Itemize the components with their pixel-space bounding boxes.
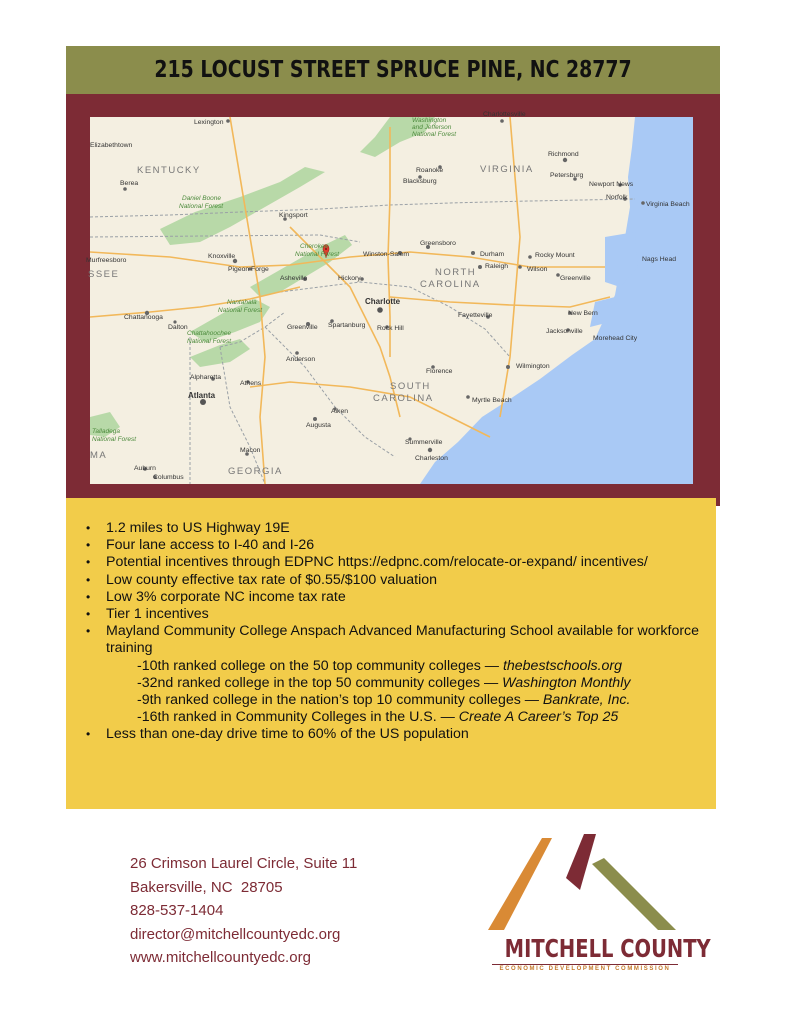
list-item: • Low 3% corporate NC income tax rate xyxy=(86,588,346,605)
svg-text:Raleigh: Raleigh xyxy=(485,263,509,270)
map-forest-label: Washington xyxy=(412,117,447,124)
bullet-icon: • xyxy=(86,521,91,535)
svg-text:Virginia Beach: Virginia Beach xyxy=(646,201,690,208)
svg-text:Durham: Durham xyxy=(480,251,505,258)
svg-text:Berea: Berea xyxy=(120,180,139,187)
map-forest-label: Cherokee xyxy=(300,243,329,250)
map-city xyxy=(416,165,443,174)
map-city xyxy=(458,312,493,319)
contact-block xyxy=(130,852,357,970)
map-state-label: VIRGINIA xyxy=(480,164,534,175)
svg-text:Jacksonville: Jacksonville xyxy=(546,328,583,335)
page-title: 215 LOCUST STREET SPRUCE PINE, NC 28777 xyxy=(154,57,632,83)
phone-number[interactable]: 828-537-1404 xyxy=(130,902,224,919)
svg-text:Columbus: Columbus xyxy=(153,474,184,481)
ranking-item: -32nd ranked college in the top 50 community colleges — Washington Monthly xyxy=(137,674,631,691)
svg-text:Greenville: Greenville xyxy=(560,275,591,282)
map-state-label: CAROLINA xyxy=(373,393,434,404)
map-city xyxy=(606,194,628,201)
map-city xyxy=(363,251,409,258)
ranking-source: thebestschools.org xyxy=(502,657,623,674)
svg-text:Knoxville: Knoxville xyxy=(208,253,236,260)
map-city xyxy=(331,407,348,415)
svg-text:Elizabethtown: Elizabethtown xyxy=(90,142,133,149)
ranking-source: Washington Monthly xyxy=(502,674,631,691)
address-line-1: 26 Crimson Laurel Circle, Suite 11 xyxy=(130,855,358,872)
address-line-2: Bakersville, NC 28705 xyxy=(130,878,283,896)
svg-text:Blacksburg: Blacksburg xyxy=(403,178,437,185)
svg-text:Summerville: Summerville xyxy=(405,439,443,446)
svg-text:Dalton: Dalton xyxy=(168,324,188,331)
map-forest-label: Daniel Boone xyxy=(182,195,222,202)
svg-text:Rock Hill: Rock Hill xyxy=(377,325,404,332)
logo-divider xyxy=(492,964,678,965)
map-city xyxy=(377,325,404,332)
list-item: • Potential incentives through EDPNC https://edpnc.com/relocate-or-expand/ incentives/ xyxy=(86,554,648,571)
svg-text:New Bern: New Bern xyxy=(568,310,598,317)
ranking-source: Bankrate, Inc. xyxy=(542,692,631,709)
title-bar xyxy=(66,46,720,94)
svg-text:Murfreesboro: Murfreesboro xyxy=(86,257,127,264)
map-city xyxy=(593,335,638,342)
map-state-label: CAROLINA xyxy=(420,279,481,290)
map-city xyxy=(287,322,318,331)
svg-text:Morehead City: Morehead City xyxy=(593,335,638,342)
svg-text:Greenville: Greenville xyxy=(287,324,318,331)
bullet-icon: • xyxy=(86,624,91,639)
svg-text:Chattanooga: Chattanooga xyxy=(124,314,163,321)
map-city xyxy=(90,142,133,149)
svg-text:Asheville: Asheville xyxy=(280,275,308,282)
map-forest-label: Talladega xyxy=(92,428,120,435)
list-item: • Mayland Community College Anspach Advanced Manufacturing School available for workforce training -10th ranked college on the 50 top community colleges — thebestschools.org -32nd ranked college in the top 50 community colleges — Washington Monthly -9th ranked college in the nation’s top 10 community colleges — Bankrate, Inc. -16th ranked in Community Colleges in the U.S. — Create A Career’s Top 25 xyxy=(85,623,710,726)
map-forest-label: and Jefferson xyxy=(412,124,452,131)
ranking-item: -9th ranked college in the nation’s top 10 community colleges — Bankrate, Inc. xyxy=(137,692,631,709)
map-city xyxy=(228,266,269,273)
map-city xyxy=(589,181,634,188)
map-forest-label: National Forest xyxy=(295,251,340,258)
map-city xyxy=(338,275,364,282)
map-state-label: MA xyxy=(90,450,108,461)
svg-text:Augusta: Augusta xyxy=(306,422,331,429)
map-city xyxy=(190,374,221,381)
svg-text:Roanoke: Roanoke xyxy=(416,167,444,174)
svg-text:Auburn: Auburn xyxy=(134,465,156,472)
map-city xyxy=(405,437,443,446)
bullet-icon: • xyxy=(86,555,91,570)
map-city xyxy=(280,275,307,282)
email-link[interactable]: director@mitchellcountyedc.org xyxy=(130,925,341,943)
map-city xyxy=(556,273,591,282)
svg-text:Charlottesville: Charlottesville xyxy=(483,111,526,118)
ranking-item: -10th ranked college on the 50 top community colleges — thebestschools.org xyxy=(137,657,623,674)
map-state-label: SSEE xyxy=(88,269,120,280)
svg-text:Wilson: Wilson xyxy=(527,266,548,273)
map-city xyxy=(642,256,676,263)
bullet-icon: • xyxy=(86,572,91,587)
svg-text:Kingsport: Kingsport xyxy=(279,212,308,219)
svg-text:Petersburg: Petersburg xyxy=(550,172,584,179)
svg-text:Anderson: Anderson xyxy=(286,356,316,363)
location-map[interactable] xyxy=(86,111,693,484)
list-item: • Less than one-day drive time to 60% of the US population xyxy=(86,726,469,743)
website-link[interactable]: www.mitchellcountyedc.org xyxy=(130,949,311,966)
map-city xyxy=(528,252,575,259)
svg-text:Athens: Athens xyxy=(240,380,262,387)
list-item: • Low county effective tax rate of $0.55/$100 valuation xyxy=(86,571,438,588)
map-city xyxy=(153,474,184,481)
svg-text:Charlotte: Charlotte xyxy=(365,297,401,306)
map-city xyxy=(466,395,512,404)
map-state-label: SOUTH xyxy=(390,381,431,392)
bullet-icon: • xyxy=(86,727,91,742)
svg-text:Nags Head: Nags Head xyxy=(642,256,677,263)
svg-text:Winston-Salem: Winston-Salem xyxy=(363,251,410,258)
map-city xyxy=(568,310,598,317)
ranking-item: -16th ranked in Community Colleges in the U.S. — Create A Career’s Top 25 xyxy=(137,709,619,726)
svg-text:Alpharetta: Alpharetta xyxy=(190,374,221,381)
logo-subtitle: ECONOMIC DEVELOPMENT COMMISSION xyxy=(499,966,671,972)
svg-text:Pigeon Forge: Pigeon Forge xyxy=(228,266,269,273)
list-item: • 1.2 miles to US Highway 19E xyxy=(86,520,290,536)
svg-text:Lexington: Lexington xyxy=(194,119,224,126)
map-forest-label: National Forest xyxy=(187,338,232,345)
map-forest-label: National Forest xyxy=(412,131,457,138)
bullet-icon: • xyxy=(86,607,91,622)
map-graphic xyxy=(86,111,693,484)
map-city xyxy=(134,465,156,472)
map-forest-label: Chattahoochee xyxy=(187,330,232,337)
bullet-icon: • xyxy=(86,538,91,553)
map-city xyxy=(641,201,690,208)
svg-text:Spartanburg: Spartanburg xyxy=(328,322,366,329)
svg-text:Macon: Macon xyxy=(240,447,261,454)
map-city xyxy=(240,380,262,387)
svg-text:Rocky Mount: Rocky Mount xyxy=(535,252,575,259)
ranking-source: Create A Career’s Top 25 xyxy=(458,709,619,726)
map-city xyxy=(546,328,583,335)
list-item: • Tier 1 incentives xyxy=(86,606,209,623)
svg-text:Wilmington: Wilmington xyxy=(516,363,550,370)
map-forest-label: National Forest xyxy=(179,203,224,210)
map-state-label: NORTH xyxy=(435,267,477,278)
svg-text:Richmond: Richmond xyxy=(548,151,579,158)
svg-text:Newport News: Newport News xyxy=(589,181,634,188)
svg-text:Charleston: Charleston xyxy=(415,455,448,462)
map-forest-label: Nantahala xyxy=(227,299,257,306)
svg-text:Myrtle Beach: Myrtle Beach xyxy=(472,397,512,404)
map-state-label: KENTUCKY xyxy=(137,165,201,176)
list-item: • Four lane access to I-40 and I-26 xyxy=(86,537,315,554)
svg-text:Atlanta: Atlanta xyxy=(188,391,216,400)
svg-text:Florence: Florence xyxy=(426,368,453,375)
svg-text:Greensboro: Greensboro xyxy=(420,240,456,247)
map-city xyxy=(86,257,127,264)
svg-text:Norfolk: Norfolk xyxy=(606,194,628,201)
feature-list xyxy=(85,520,710,744)
bullet-icon: • xyxy=(86,589,91,604)
map-forest-label: National Forest xyxy=(92,436,137,443)
svg-text:Aiken: Aiken xyxy=(331,408,349,415)
svg-text:Hickory: Hickory xyxy=(338,275,361,282)
map-forest-label: National Forest xyxy=(218,307,263,314)
map-state-label: GEORGIA xyxy=(228,466,283,477)
logo-name: MITCHELL COUNTY xyxy=(504,934,711,963)
svg-text:Fayetteville: Fayetteville xyxy=(458,312,493,319)
